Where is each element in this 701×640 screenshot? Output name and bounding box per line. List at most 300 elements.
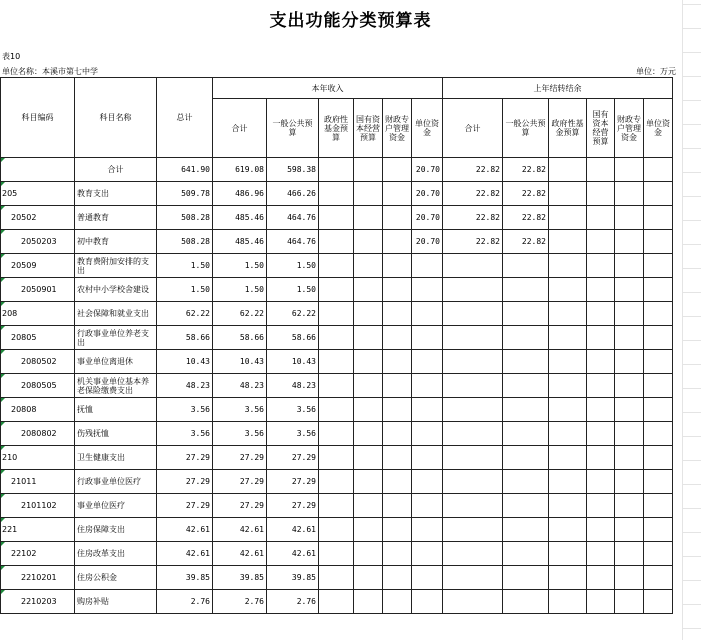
cell-cy-soe [354,494,383,518]
cell-cy-unit [412,278,443,302]
cell-cy-unit [412,374,443,398]
cell-co-unit [644,230,673,254]
cell-cy-unit: 20.70 [412,206,443,230]
cell-cy-fin [383,422,412,446]
cell-co-unit [644,302,673,326]
cell-cy-fund [319,422,354,446]
cell-total: 508.28 [157,230,213,254]
cell-cy-unit [412,302,443,326]
cell-cy-fund [319,302,354,326]
cell-cy-gen: 62.22 [267,302,319,326]
cell-code: 221 [1,518,75,542]
header-co-fund: 政府性基金预算 [549,99,587,158]
cell-cy-total: 1.50 [213,278,267,302]
cell-total: 641.90 [157,158,213,182]
cell-cy-fund [319,230,354,254]
cell-co-fund [549,374,587,398]
cell-cy-fin [383,278,412,302]
header-cy-general: 一般公共预算 [267,99,319,158]
cell-co-unit [644,542,673,566]
cell-name: 普通教育 [75,206,157,230]
cell-co-gen [503,494,549,518]
cell-cy-soe [354,230,383,254]
cell-total: 58.66 [157,326,213,350]
cell-code: 22102 [1,542,75,566]
header-total: 总计 [157,78,213,158]
table-row [1,494,673,518]
cell-cy-total: 27.29 [213,494,267,518]
cell-cy-soe [354,182,383,206]
cell-cy-unit [412,422,443,446]
cell-co-fund [549,542,587,566]
cell-cy-total: 486.96 [213,182,267,206]
table-row [1,326,673,350]
table-row [1,182,673,206]
cell-cy-gen: 27.29 [267,446,319,470]
cell-cy-fund [319,494,354,518]
cell-co-fund [549,350,587,374]
cell-co-unit [644,398,673,422]
cell-code: 20502 [1,206,75,230]
cell-co-fund [549,326,587,350]
header-code: 科目编码 [1,78,75,158]
cell-cy-fin [383,230,412,254]
table-row [1,278,673,302]
cell-co-unit [644,326,673,350]
cell-name: 住房改革支出 [75,542,157,566]
cell-cy-fund [319,326,354,350]
cell-cy-gen: 598.38 [267,158,319,182]
cell-total: 39.85 [157,566,213,590]
table-row [1,350,673,374]
cell-cy-unit [412,470,443,494]
cell-co-total [443,446,503,470]
cell-co-soe [587,326,615,350]
cell-cy-total: 42.61 [213,518,267,542]
cell-cy-unit: 20.70 [412,182,443,206]
cell-cy-fund [319,350,354,374]
header-cy-fund: 政府性基金预算 [319,99,354,158]
cell-cy-gen: 3.56 [267,422,319,446]
cell-cy-gen: 27.29 [267,470,319,494]
table-row [1,398,673,422]
cell-cy-fin [383,374,412,398]
cell-cy-soe [354,398,383,422]
cell-co-soe [587,518,615,542]
cell-co-fin [615,326,644,350]
cell-co-fund [549,422,587,446]
cell-co-soe [587,302,615,326]
cell-co-total [443,590,503,614]
header-cy-total: 合计 [213,99,267,158]
cell-code: 2080802 [1,422,75,446]
cell-co-fund [549,206,587,230]
cell-co-total [443,278,503,302]
table-row [1,206,673,230]
cell-cy-fund [319,374,354,398]
cell-co-fin [615,350,644,374]
cell-co-soe [587,182,615,206]
table-row [1,518,673,542]
cell-co-fin [615,470,644,494]
cell-cy-unit [412,542,443,566]
cell-total: 62.22 [157,302,213,326]
cell-co-total [443,254,503,278]
cell-co-fund [549,590,587,614]
header-co-soe: 国有资本经营预算 [587,99,615,158]
cell-co-fund [549,566,587,590]
cell-co-total [443,398,503,422]
cell-cy-unit [412,566,443,590]
cell-co-unit [644,350,673,374]
cell-total: 508.28 [157,206,213,230]
cell-cy-fund [319,254,354,278]
cell-co-fin [615,254,644,278]
cell-co-total: 22.82 [443,206,503,230]
cell-name: 住房保障支出 [75,518,157,542]
cell-co-gen [503,374,549,398]
cell-cy-gen: 466.26 [267,182,319,206]
cell-co-fin [615,590,644,614]
amount-unit: 单位：万元 [636,67,676,76]
cell-code: 2050901 [1,278,75,302]
cell-cy-gen: 2.76 [267,590,319,614]
cell-co-unit [644,566,673,590]
cell-cy-gen: 39.85 [267,566,319,590]
cell-cy-fund [319,566,354,590]
cell-co-total [443,542,503,566]
cell-co-fin [615,398,644,422]
cell-co-total [443,494,503,518]
cell-total: 3.56 [157,398,213,422]
cell-code: 20805 [1,326,75,350]
table-number: 表10 [2,52,21,61]
cell-name: 教育费附加安排的支出 [75,254,157,278]
cell-cy-total: 10.43 [213,350,267,374]
cell-cy-total: 619.08 [213,158,267,182]
cell-co-soe [587,230,615,254]
cell-cy-unit [412,446,443,470]
cell-cy-unit [412,494,443,518]
cell-co-soe [587,158,615,182]
header-current-year: 本年收入 [213,78,443,99]
cell-cy-soe [354,350,383,374]
cell-co-total: 22.82 [443,182,503,206]
cell-co-soe [587,590,615,614]
cell-name: 社会保障和就业支出 [75,302,157,326]
cell-total: 27.29 [157,470,213,494]
cell-code: 2210201 [1,566,75,590]
sheet-gridline-vertical [682,0,683,640]
table-row [1,566,673,590]
cell-co-unit [644,206,673,230]
cell-code: 20509 [1,254,75,278]
cell-co-total [443,350,503,374]
cell-total: 10.43 [157,350,213,374]
cell-name: 卫生健康支出 [75,446,157,470]
cell-co-fin [615,230,644,254]
cell-code [1,158,75,182]
cell-name: 机关事业单位基本养老保险缴费支出 [75,374,157,398]
header-co-fiscal: 财政专户管理资金 [615,99,644,158]
cell-code: 2080502 [1,350,75,374]
cell-co-gen [503,254,549,278]
cell-co-gen [503,566,549,590]
cell-co-soe [587,470,615,494]
table-row [1,254,673,278]
cell-co-soe [587,542,615,566]
cell-co-total [443,566,503,590]
cell-co-total [443,374,503,398]
cell-name: 伤残抚恤 [75,422,157,446]
cell-cy-gen: 3.56 [267,398,319,422]
cell-co-gen [503,350,549,374]
cell-co-unit [644,158,673,182]
cell-cy-total: 485.46 [213,230,267,254]
cell-cy-fund [319,542,354,566]
cell-code: 210 [1,446,75,470]
cell-code: 205 [1,182,75,206]
cell-cy-gen: 464.76 [267,230,319,254]
cell-co-fin [615,566,644,590]
cell-cy-soe [354,302,383,326]
cell-cy-total: 1.50 [213,254,267,278]
cell-cy-gen: 10.43 [267,350,319,374]
cell-cy-unit [412,590,443,614]
cell-co-fund [549,230,587,254]
cell-cy-soe [354,206,383,230]
cell-co-unit [644,494,673,518]
cell-co-total [443,470,503,494]
cell-cy-soe [354,326,383,350]
cell-cy-gen: 48.23 [267,374,319,398]
cell-code: 208 [1,302,75,326]
cell-co-fund [549,182,587,206]
cell-name: 事业单位离退休 [75,350,157,374]
cell-cy-fund [319,206,354,230]
table-row [1,470,673,494]
cell-co-gen: 22.82 [503,158,549,182]
table-row [1,542,673,566]
cell-cy-soe [354,470,383,494]
cell-co-unit [644,422,673,446]
cell-co-unit [644,518,673,542]
cell-total: 42.61 [157,518,213,542]
cell-co-fund [549,470,587,494]
cell-co-soe [587,278,615,302]
cell-cy-fund [319,398,354,422]
cell-co-soe [587,374,615,398]
table-row [1,590,673,614]
cell-co-soe [587,494,615,518]
cell-name: 行政事业单位养老支出 [75,326,157,350]
cell-cy-total: 48.23 [213,374,267,398]
cell-cy-fin [383,254,412,278]
cell-co-soe [587,446,615,470]
cell-cy-total: 62.22 [213,302,267,326]
cell-cy-gen: 27.29 [267,494,319,518]
cell-co-gen [503,518,549,542]
unit-name: 单位名称：本溪市第七中学 [2,67,98,76]
table-row [1,374,673,398]
cell-total: 509.78 [157,182,213,206]
cell-co-fin [615,518,644,542]
cell-co-fin [615,182,644,206]
cell-co-unit [644,446,673,470]
cell-co-unit [644,278,673,302]
cell-co-unit [644,590,673,614]
cell-cy-fin [383,182,412,206]
cell-co-unit [644,182,673,206]
table-row [1,302,673,326]
cell-co-unit [644,254,673,278]
cell-co-unit [644,374,673,398]
cell-co-gen [503,278,549,302]
cell-cy-gen: 42.61 [267,518,319,542]
cell-co-gen [503,398,549,422]
cell-name: 住房公积金 [75,566,157,590]
cell-cy-soe [354,566,383,590]
cell-code: 2080505 [1,374,75,398]
cell-cy-fund [319,446,354,470]
table-row [1,158,673,182]
cell-name: 事业单位医疗 [75,494,157,518]
cell-cy-unit [412,326,443,350]
cell-total: 2.76 [157,590,213,614]
cell-co-soe [587,350,615,374]
cell-cy-fund [319,182,354,206]
cell-cy-unit: 20.70 [412,230,443,254]
header-cy-fiscal: 财政专户管理资金 [383,99,412,158]
table-row [1,422,673,446]
header-co-total: 合计 [443,99,503,158]
cell-cy-soe [354,518,383,542]
cell-co-fund [549,302,587,326]
cell-cy-total: 485.46 [213,206,267,230]
cell-cy-fund [319,518,354,542]
table-row [1,446,673,470]
page-title: 支出功能分类预算表 [269,11,432,31]
cell-co-fin [615,206,644,230]
cell-code: 20808 [1,398,75,422]
cell-cy-fin [383,566,412,590]
cell-cy-unit [412,398,443,422]
cell-co-fin [615,494,644,518]
cell-cy-fin [383,518,412,542]
cell-co-total: 22.82 [443,230,503,254]
cell-co-soe [587,206,615,230]
cell-total: 27.29 [157,494,213,518]
cell-cy-soe [354,374,383,398]
cell-cy-fin [383,398,412,422]
cell-code: 21011 [1,470,75,494]
cell-cy-fund [319,158,354,182]
header-co-unit: 单位资金 [644,99,673,158]
cell-co-soe [587,422,615,446]
cell-cy-fin [383,350,412,374]
cell-co-total [443,326,503,350]
cell-co-gen: 22.82 [503,206,549,230]
cell-cy-soe [354,158,383,182]
table-row [1,230,673,254]
cell-co-gen [503,542,549,566]
cell-co-fin [615,158,644,182]
cell-co-soe [587,254,615,278]
cell-cy-unit [412,350,443,374]
cell-cy-total: 2.76 [213,590,267,614]
header-carryover: 上年结转结余 [443,78,673,99]
cell-total: 27.29 [157,446,213,470]
cell-cy-total: 27.29 [213,446,267,470]
cell-co-fund [549,518,587,542]
cell-co-fund [549,278,587,302]
cell-co-total: 22.82 [443,158,503,182]
cell-cy-soe [354,590,383,614]
cell-co-soe [587,566,615,590]
cell-cy-soe [354,542,383,566]
cell-co-gen [503,590,549,614]
cell-cy-gen: 1.50 [267,254,319,278]
cell-cy-fin [383,302,412,326]
cell-co-fund [549,158,587,182]
cell-co-fund [549,254,587,278]
cell-co-total [443,518,503,542]
cell-cy-fin [383,494,412,518]
cell-cy-total: 3.56 [213,422,267,446]
cell-name: 初中教育 [75,230,157,254]
cell-cy-soe [354,422,383,446]
cell-name: 农村中小学校舍建设 [75,278,157,302]
cell-co-fin [615,374,644,398]
cell-cy-fin [383,206,412,230]
header-cy-unit: 单位资金 [412,99,443,158]
cell-code: 2050203 [1,230,75,254]
cell-co-fund [549,494,587,518]
header-row-group [1,78,673,99]
cell-total: 1.50 [157,254,213,278]
cell-name: 购房补贴 [75,590,157,614]
cell-co-unit [644,470,673,494]
cell-co-gen: 22.82 [503,182,549,206]
header-name: 科目名称 [75,78,157,158]
cell-cy-unit [412,254,443,278]
cell-cy-fund [319,470,354,494]
cell-total: 48.23 [157,374,213,398]
cell-co-total [443,302,503,326]
cell-name: 合计 [75,158,157,182]
cell-total: 3.56 [157,422,213,446]
cell-cy-gen: 42.61 [267,542,319,566]
cell-name: 教育支出 [75,182,157,206]
cell-cy-fin [383,542,412,566]
cell-cy-gen: 464.76 [267,206,319,230]
cell-co-gen [503,422,549,446]
cell-cy-fin [383,590,412,614]
cell-name: 抚恤 [75,398,157,422]
cell-co-fund [549,446,587,470]
cell-code: 2210203 [1,590,75,614]
cell-name: 行政事业单位医疗 [75,470,157,494]
cell-co-fin [615,542,644,566]
cell-cy-fund [319,590,354,614]
cell-cy-total: 42.61 [213,542,267,566]
cell-co-fin [615,446,644,470]
cell-cy-soe [354,278,383,302]
cell-co-gen [503,446,549,470]
cell-co-soe [587,398,615,422]
cell-co-gen [503,302,549,326]
cell-co-gen: 22.82 [503,230,549,254]
